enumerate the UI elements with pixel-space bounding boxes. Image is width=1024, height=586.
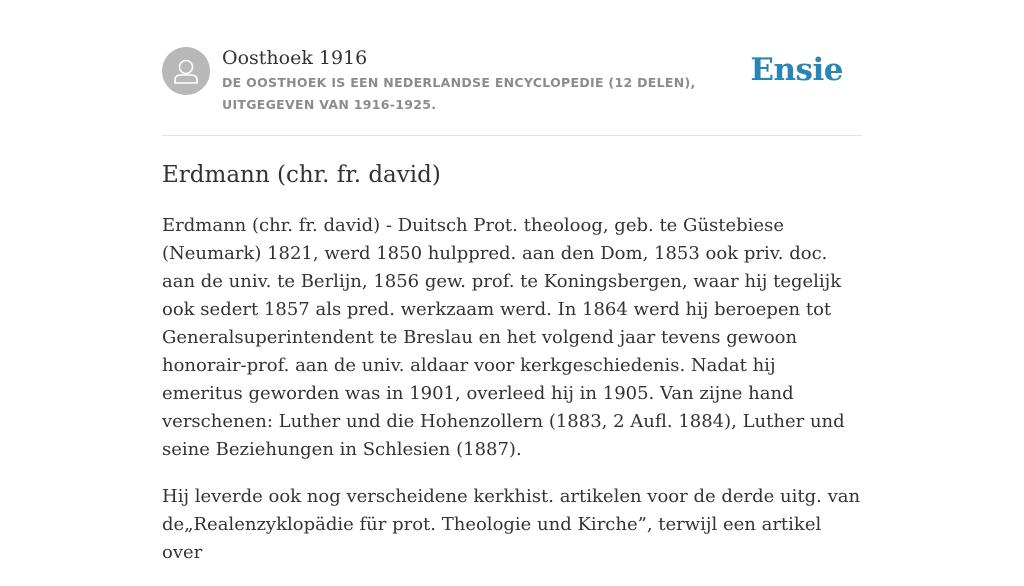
article-title: Erdmann (chr. fr. david) — [162, 162, 441, 188]
article-paragraph: Hij leverde ook nog verscheidene kerkhist. artikelen voor de derde uitg. van de„Realenzyklopädie für prot. Theologie und Kirche”, terwijl een artikel over — [162, 486, 861, 563]
source-avatar[interactable] — [162, 47, 210, 95]
header-divider — [162, 135, 862, 136]
source-header — [162, 46, 862, 116]
article-body — [162, 212, 862, 586]
source-description: DE OOSTHOEK IS EEN NEDERLANDSE ENCYCLOPEDIE (12 DELEN), UITGEGEVEN VAN 1916-1925. — [222, 75, 696, 112]
brand-logo[interactable]: Ensie — [750, 52, 843, 88]
user-icon — [162, 47, 210, 95]
source-name-link[interactable]: Oosthoek 1916 — [222, 47, 368, 69]
article-paragraph: Erdmann (chr. fr. david) - Duitsch Prot. theoloog, geb. te Güstebiese (Neumark) 1821, werd 1850 hulppred. aan den Dom, 1853 ook priv. doc. aan de univ. te Berlijn, 1856 gew. prof. te Koningsbergen, waar hij tegelijk ook sedert 1857 als pred. werkzaam werd. In 1864 werd hij beroepen tot Generalsuperintendent te Breslau en het volgend jaar tevens gewoon honorair-prof. aan de univ. aldaar voor kerkgeschiedenis. Nadat hij emeritus geworden was in 1901, overleed hij in 1905. Van zijne hand verschenen: Luther und die Hohenzollern (1883, 2 Aufl. 1884), Luther und seine Beziehungen in Schlesien (1887). — [162, 215, 845, 460]
